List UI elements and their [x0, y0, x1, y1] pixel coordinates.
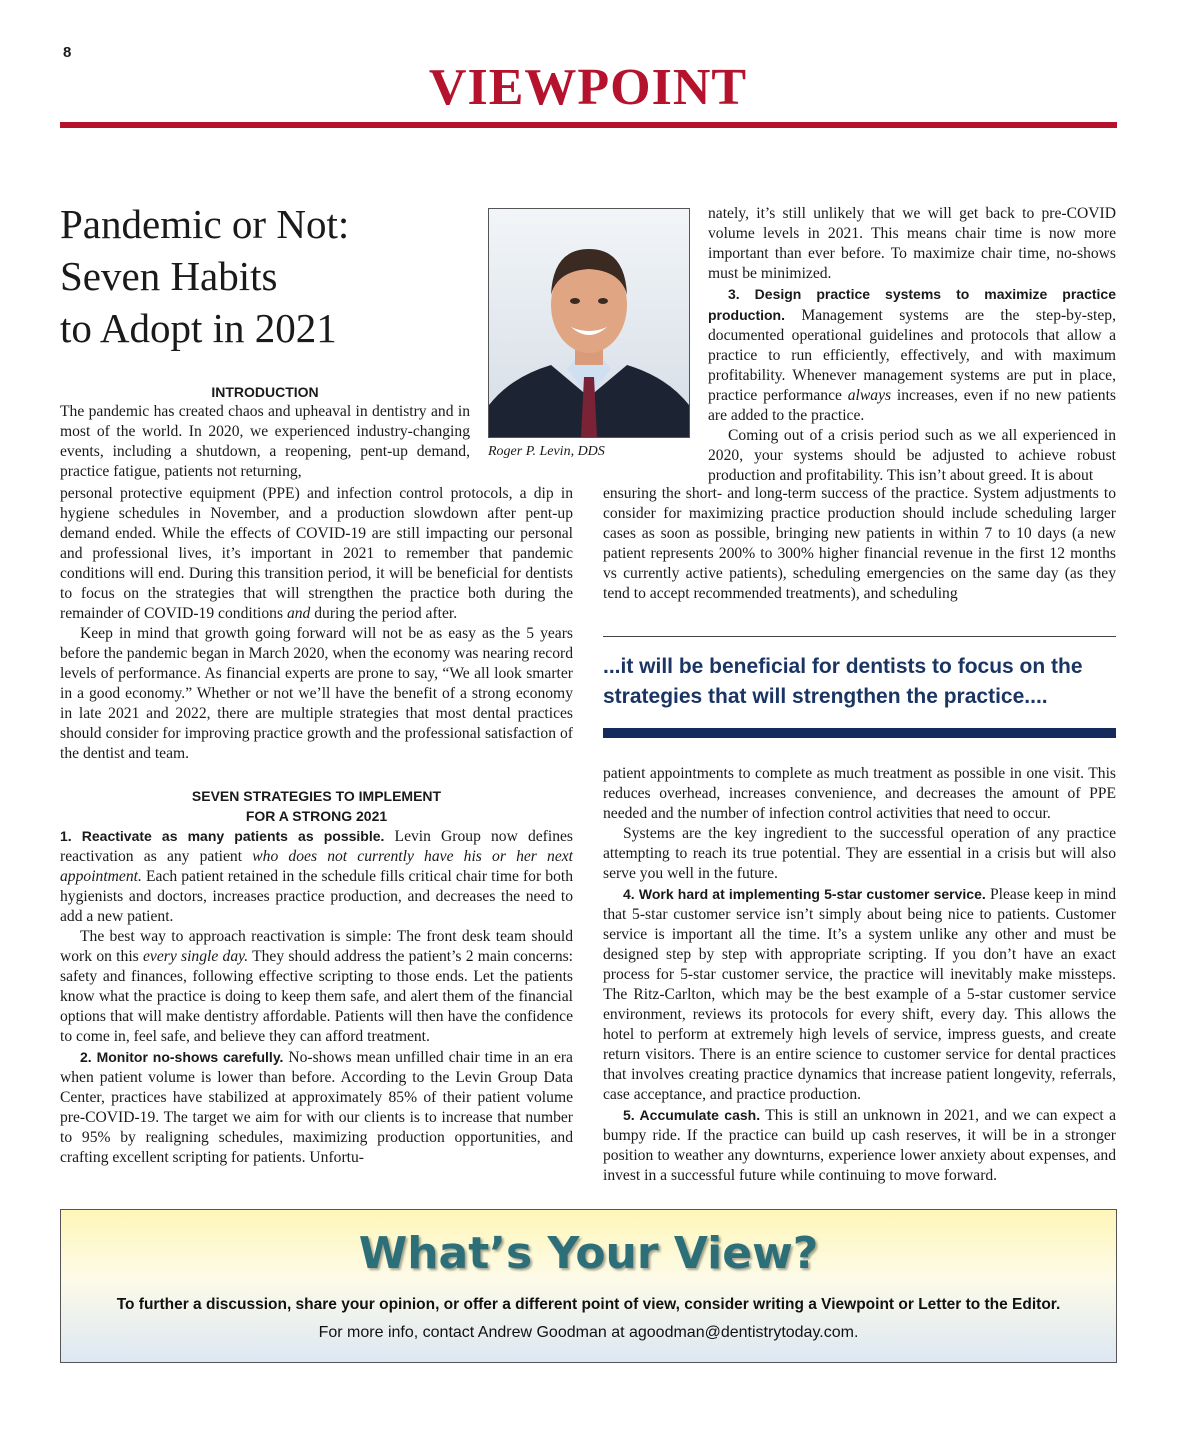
- portrait-icon: [489, 209, 689, 437]
- right-column-top: [708, 204, 1116, 486]
- pull-quote-rule-top: [603, 636, 1116, 637]
- section-heading: VIEWPOINT: [428, 59, 748, 116]
- intro-paragraph-1a: The pandemic has created chaos and upheaval in dentistry and in most of the world. In 2020, we experienced industry-changing events, including a shutdown, a reopening, pent-up demand, practice fatigue, patients not returning,: [60, 403, 470, 480]
- strategy-5: 5. Accumulate cash. This is still an unknown in 2021, and we can expect a bumpy ride. If the practice can build up cash reserves, it will be in a stronger position to weather any downturns, experience lower anxiety about expenses, and invest in a successful future while continuing to move forward.: [603, 1107, 1116, 1184]
- intro-heading: INTRODUCTION: [211, 384, 319, 400]
- banner-contact: For more info, contact Andrew Goodman at agoodman@dentistrytoday.com.: [318, 1324, 859, 1341]
- banner-title: What’s Your View?: [358, 1228, 819, 1279]
- strategy-1-paragraph-2: The best way to approach reactivation is simple: The front desk team should work on this every single day. They should address the patient’s 2 main concerns: safety and finances, following effective scripting to those ends. Let the patients know what the practice is doing to keep them safe, and alert them of the financial options that will make dentistry affordable. Patients will then have the confidence to come in, feel safe, and believe they can afford treatment.: [60, 928, 574, 1045]
- strategy-2: 2. Monitor no-shows carefully. No-shows mean unfilled chair time in an era when patient volume is lower than before. According to the Levin Group Data Center, practices have stabilized at approximately 85% of their patient volume pre-COVID-19. The target we aim for with our clients is to increase that number to 95% by realigning schedules, maximizing production opportunities, and crafting excellent scripting for patients. Unfortu-: [60, 1049, 573, 1166]
- banner-text: To further a discussion, share your opinion, or offer a different point of view, consider writing a Viewpoint or Letter to the Editor.: [116, 1296, 1061, 1313]
- strategy-3-paragraph-3: Systems are the key ingredient to the successful operation of any practice attempting to reach its true potential. They are essential in a crisis but will also serve you well in the future.: [603, 825, 1116, 882]
- title-line: Seven Habits: [60, 253, 278, 299]
- strategies-heading: SEVEN STRATEGIES TO IMPLEMENT FOR A STRONG 2021: [191, 788, 442, 824]
- strategy-4: 4. Work hard at implementing 5-star customer service. Please keep in mind that 5-star customer service isn’t simply about being nice to patients. Customer service is important all the time. It’s a system unlike any other and must be designed step by step with appropriate scripting. If you don’t have an exact process for 5-star customer service, the practice will inevitably make missteps. The Ritz-Carlton, which may be the best example of a 5-star customer service environment, reviews its protocols for every shift, every day. This allows the hotel to perform at extremely high levels of service, impress guests, and create return visitors. There is an entire science to customer service for dental practices that involves creating practice dynamics that increase patient longevity, referrals, case acceptance, and practice production.: [603, 886, 1116, 1103]
- article-title: [60, 198, 460, 354]
- intro-block: [60, 382, 470, 482]
- strategy-3-paragraph-2c: patient appointments to complete as much treatment as possible in one visit. This reduces overhead, increases convenience, and decreases the amount of PPE needed and the number of infection control activities that need to occur.: [603, 765, 1116, 822]
- strategy-3-paragraph-2a: Coming out of a crisis period such as we all experienced in 2020, your systems should be adjusted to achieve robust production and profitability. This isn’t about greed. It is about: [708, 427, 1116, 484]
- right-column-mid: [603, 484, 1116, 604]
- title-line: Pandemic or Not:: [60, 201, 350, 247]
- photo-caption: Roger P. Levin, DDS: [488, 444, 605, 459]
- intro-paragraph-2: Keep in mind that growth going forward will not be as easy as the 5 years before the pandemic began in March 2020, when the economy was nearing record levels of performance. As financial experts are prone to say, “We all look smarter in a good economy.” Whether or not we’ll have the benefit of a strong economy in late 2021 and 2022, there are multiple strategies that most dental practices should consider for improving practice growth and the professional satisfaction of the dentist and team.: [60, 625, 573, 762]
- strategy-2-continued: nately, it’s still unlikely that we will get back to pre-COVID volume levels in 2021. This means chair time is now more important than ever before. To maximize chair time, no-shows must be minimized.: [708, 205, 1116, 282]
- section-rule: [60, 122, 1117, 128]
- title-line: to Adopt in 2021: [60, 305, 337, 351]
- whats-your-view-banner: [60, 1209, 1117, 1363]
- author-photo: [488, 208, 690, 438]
- page-number: 8: [63, 44, 72, 61]
- strategy-3-paragraph-2b: ensuring the short- and long-term success of the practice. System adjustments to consider for maximizing practice production should include scheduling larger cases as soon as possible, bringing new patients in within 7 to 10 days (a new patient represents 200% to 300% higher financial revenue in the first 12 months vs currently active patients), scheduling emergencies on the same day (as they tend to accept recommended treatments), and scheduling: [603, 485, 1116, 602]
- pull-quote: ...it will be beneficial for dentists to focus on the strategies that will strengthen the practice....: [603, 655, 1083, 708]
- strategy-3: 3. Design practice systems to maximize practice production. Management systems are the step-by-step, documented operational guidelines and protocols that allow a practice to run efficiently, effectively, and with maximum profitability. Whenever management systems are put in place, practice performance always increases, even if no new patients are added to the practice.: [708, 286, 1116, 424]
- strategy-1: 1. Reactivate as many patients as possible. Levin Group now defines reactivation as any patient who does not currently have his or her next appointment. Each patient retained in the schedule fills critical chair time for both hygienists and doctors, increases practice production, and decreases the need to add a new patient.: [60, 828, 574, 925]
- left-column: [60, 484, 573, 1168]
- pull-quote-rule-bottom: [603, 728, 1116, 738]
- right-column-bottom: [603, 764, 1116, 1186]
- intro-paragraph-1b: personal protective equipment (PPE) and infection control protocols, a dip in hygiene schedules in November, and a production slowdown after pent-up demand ended. While the effects of COVID-19 are still impacting our personal and professional lives, it’s important in 2021 to remember that pandemic conditions will end. During this transition period, it will be beneficial for dentists to focus on the strategies that will strengthen the practice both during the remainder of COVID-19 conditions and during the period after.: [60, 485, 573, 622]
